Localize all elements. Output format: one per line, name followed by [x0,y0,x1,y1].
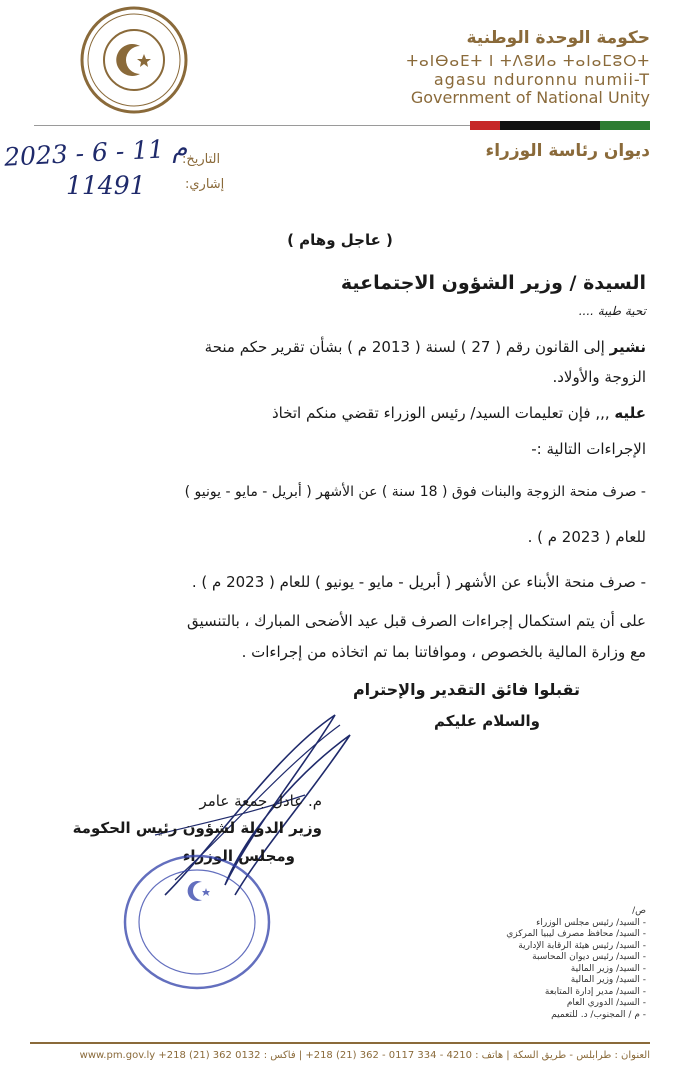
cc-item: - السيد/ محافظ مصرف ليبيا المركزي [506,929,646,939]
date-label: التاريخ: [182,152,221,167]
closing-line-1: على أن يتم استكمال إجراءات الصرف قبل عيد الأضحى المبارك ، بالتنسيق [186,612,646,630]
flag-green-stripe [600,121,650,130]
signatory-title-line-1: وزير الدولة لشؤون رئيس الحكومة [72,819,322,837]
signatory-name: م. عادل جمعة عامر [199,792,322,810]
cc-item: - م / المجنوب/ د. للتعميم [551,1009,646,1020]
regards: تقبلوا فائق التقدير والإحترام [352,680,580,699]
government-emblem-icon [78,4,190,116]
urgency-note: ( عاجل وهام ) [287,231,393,249]
official-stamp-icon [122,852,272,992]
office-name: ديوان رئاسة الوزراء [485,141,650,161]
paragraph-1-line-2: الزوجة والأولاد. [552,368,646,386]
addressee: السيدة / وزير الشؤون الاجتماعية [340,272,646,294]
cc-item: - السيد/ الدوري العام [566,998,646,1008]
list-item-2: - صرف منحة الأبناء عن الأشهر ( أبريل - مايو - يونيو ) للعام ( 2023 م ) . [191,573,646,591]
paragraph-1-lead: نشير [609,338,646,356]
reference-label: إشاري: [185,177,225,192]
salam: والسلام عليكم [434,712,540,730]
list-item-1-line-1: - صرف منحة الزوجة والبنات فوق ( 18 سنة ) عن الأشهر ( أبريل - مايو - يونيو ) [184,484,646,500]
paragraph-2-line-1 [272,404,646,422]
footer-contact: العنوان : طرابلس - طريق السكة | هاتف : 4210 - 334 0117 - 362 (21) 218+ | فاكس : 0132 362 (21) 218+ www.pm.gov.ly [79,1050,650,1061]
flag-color-bar [34,121,650,130]
government-name-berber-latin: agasu nduronnu numii-T [433,70,650,89]
list-item-1-line-2: للعام ( 2023 م ) . [527,528,646,546]
paragraph-1-text: إلى القانون رقم ( 27 ) لسنة ( 2013 م ) بشأن تقرير حكم منحة [204,338,605,356]
cc-item: - السيد/ رئيس مجلس الوزراء [536,917,646,928]
signatory-title-line-2: ومجلس الوزراء [182,847,295,865]
paragraph-1-line-1 [205,338,646,356]
cc-item: - السيد/ رئيس ديوان المحاسبة [532,952,646,962]
flag-red-stripe [470,121,500,130]
paragraph-2-text: ,,, فإن تعليمات السيد/ رئيس الوزراء تقضي منكم اتخاذ [271,404,610,422]
greeting: تحية طيبة .... [578,304,646,318]
government-name-english: Government of National Unity [410,88,650,107]
government-name-arabic: حكومة الوحدة الوطنية [466,28,650,48]
flag-black-stripe [500,121,600,130]
paragraph-2-line-2: الإجراءات التالية :- [531,440,646,458]
cc-item: - السيد/ رئيس هيئة الرقابة الإدارية [518,940,646,951]
cc-header: ص/ [632,906,646,916]
cc-item: - السيد/ مدير إدارة المتابعة [544,986,646,997]
cc-item: - السيد/ وزير المالية [570,963,646,974]
closing-line-2: مع وزارة المالية بالخصوص ، وموافاتنا بما تم اتخاذه من إجراءات . [241,643,646,661]
date-value: 2023 - 6 - 11 م [3,133,189,172]
cc-item: - السيد/ وزير المالية [570,975,646,985]
carbon-copy-list [396,906,646,1021]
reference-value: 11491 [66,171,146,200]
government-name-tifinagh: ⵜⴰⵏⴱⴰⴹⵜ ⵏ ⵜⴷⵓⵍⴰ ⵜⴰⵏⴰⵎⵓⵔⵜ [406,52,650,70]
paragraph-2-lead: عليه [614,404,646,422]
footer-divider [30,1042,650,1044]
